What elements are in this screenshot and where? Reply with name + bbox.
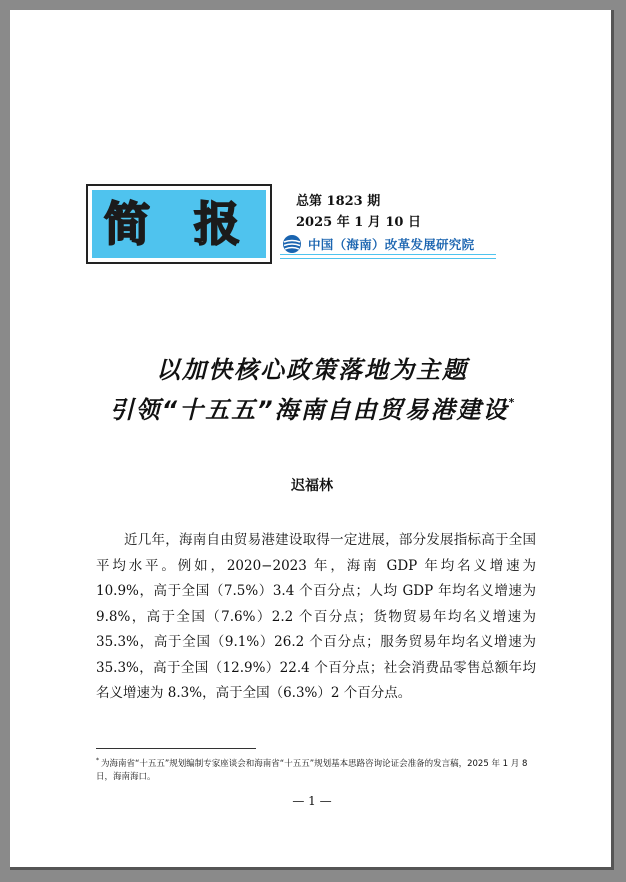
footnote-text: 为海南省“十五五”规划编制专家座谈会和海南省“十五五”规划基本思路咨询论证会准备的发言稿，2025 年 1 月 8 日，海南海口。 [96, 759, 528, 782]
title-line-2-text: 引领“十五五”海南自由贸易港建设 [109, 396, 509, 424]
title-line-1: 以加快核心政策落地为主题 [156, 356, 468, 384]
issue-number: 总第 1823 期 [296, 194, 381, 209]
paragraph: 近几年，海南自由贸易港建设取得一定进展，部分发展指标高于全国平均水平。例如，2020−2023 年，海南 GDP 年均名义增速为 10.9%，高于全国（7.5%）3.4 个百分点；人均 GDP 年均名义增速为 9.8%，高于全国（7.6%）2.2 个百分点；货物贸易年均名义增速为 35.3%，高于全国（9.1%）26.2 个百分点；服务贸易年均名义增速为 35.3%，高于全国（12.9%）22.4 个百分点；社会消费品零售总额年均名义增速为 8.3%，高于全国（6.3%）2 个百分点。 [96, 532, 536, 701]
footnote-mark: * [96, 757, 99, 764]
body-text [96, 528, 536, 707]
briefing-logo-text: 简 报 [103, 197, 254, 251]
organization-name: 中国（海南）改革发展研究院 [308, 237, 475, 252]
header-divider [280, 254, 496, 255]
title-line-2 [10, 390, 614, 425]
issue-date: 2025 年 1 月 10 日 [296, 215, 421, 230]
briefing-logo [86, 184, 272, 264]
page-number: — 1 — [292, 794, 332, 808]
header-divider-secondary [280, 258, 496, 259]
globe-logo-icon [282, 234, 302, 254]
footnote-divider [96, 748, 256, 749]
footnote [96, 754, 536, 784]
title-footnote-mark: * [508, 396, 515, 409]
document-page [10, 10, 614, 870]
organization-header [282, 234, 474, 254]
briefing-logo-background [92, 190, 266, 258]
author-name: 迟福林 [291, 478, 333, 494]
